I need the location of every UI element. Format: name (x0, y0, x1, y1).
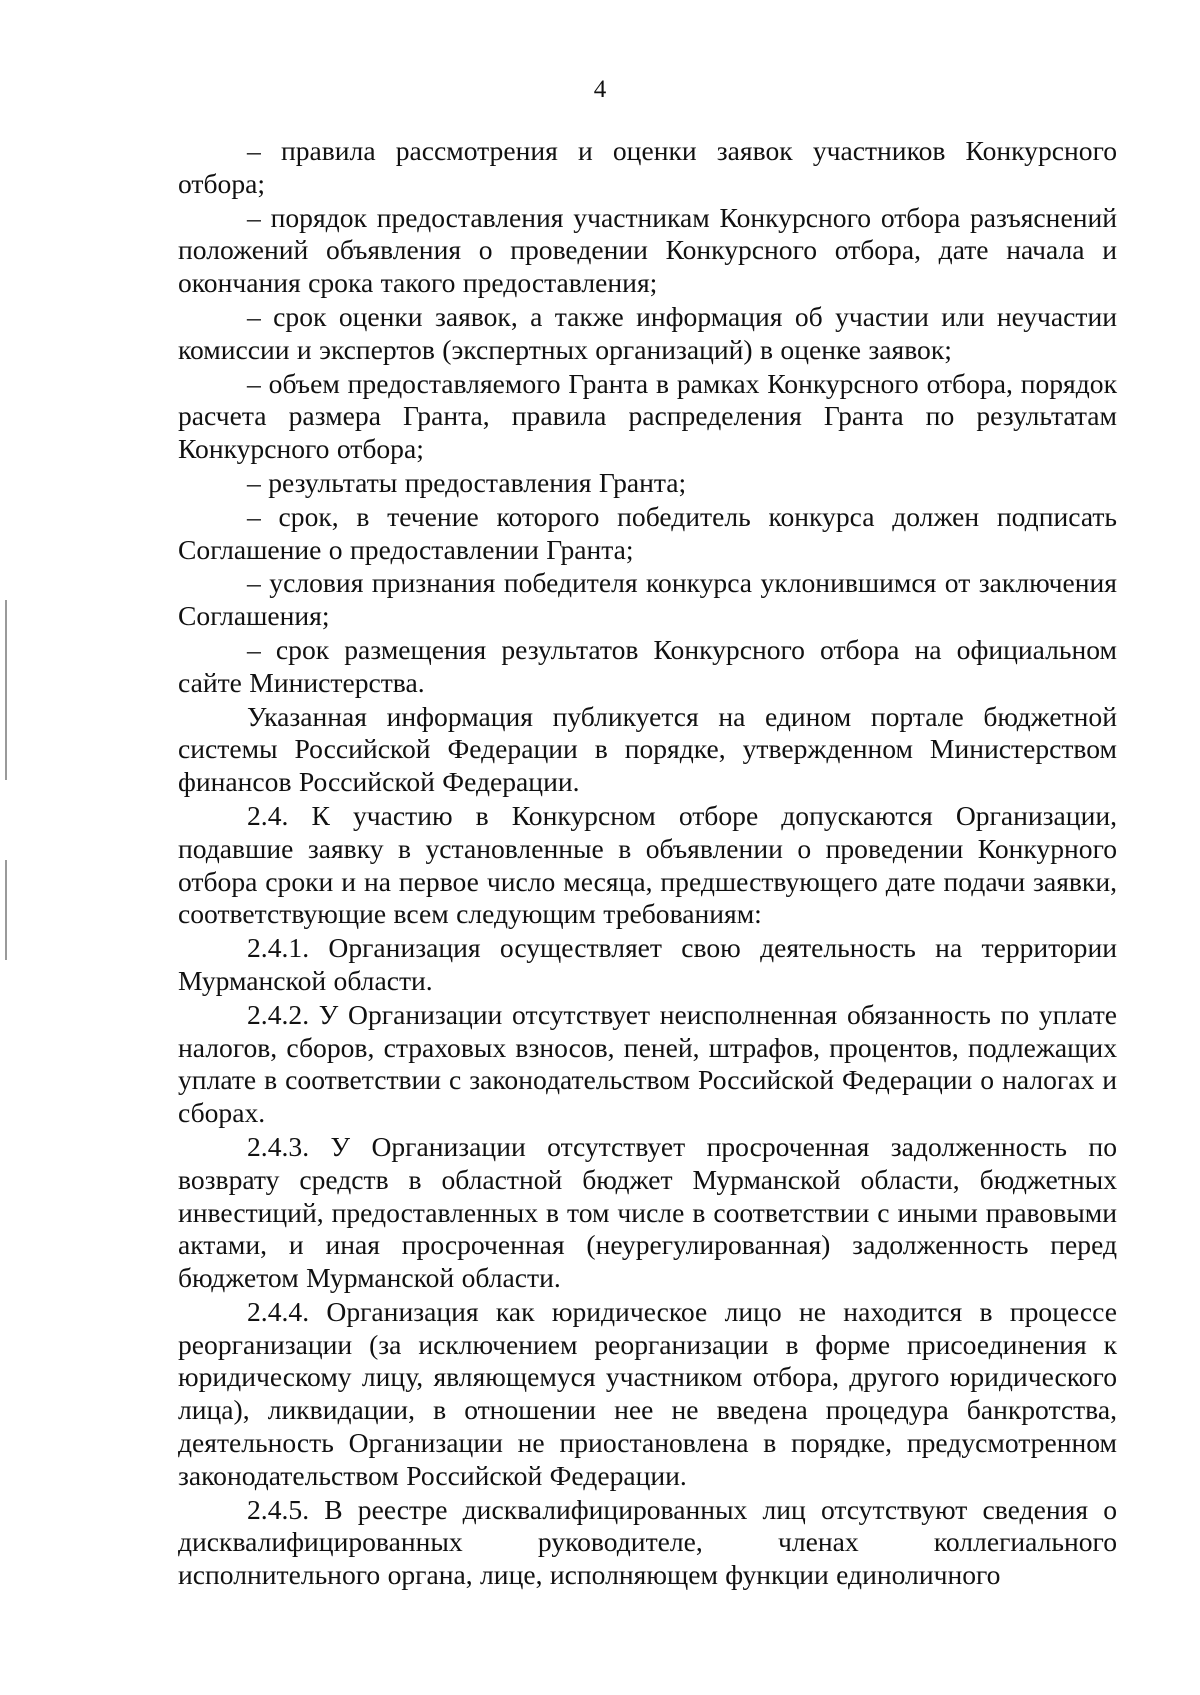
list-item-grant-volume: – объем предоставляемого Гранта в рамках Конкурсного отбора, порядок расчета размера Гранта, правила распределения Гранта по результатам Конкурсного отбора; (178, 367, 1117, 465)
scan-edge-line (5, 600, 7, 780)
scan-edge-line (5, 860, 7, 960)
list-item-signing-deadline: – срок, в течение которого победитель конкурса должен подписать Соглашение о предоставлении Гранта; (178, 500, 1117, 565)
paragraph-2-4-3: 2.4.3. У Организации отсутствует просроченная задолженность по возврату средств в областной бюджет Мурманской области, бюджетных инвестиций, предоставленных в том числе в соответствии с иными правовыми актами, и иная просроченная (неурегулированная) задолженность перед бюджетом Мурманской области. (178, 1130, 1117, 1294)
list-item-evaluation-period: – срок оценки заявок, а также информация об участии или неучастии комиссии и экспертов (экспертных организаций) в оценке заявок; (178, 300, 1117, 365)
paragraph-2-4-1: 2.4.1. Организация осуществляет свою деятельность на территории Мурманской области. (178, 932, 1117, 996)
list-item-evaluation-rules: – правила рассмотрения и оценки заявок участников Конкурсного отбора; (178, 135, 1117, 199)
list-item-clarification-procedure: – порядок предоставления участникам Конкурсного отбора разъяснений положений объявления о проведении Конкурсного отбора, дате начала и окончания срока такого предоставления; (178, 201, 1117, 299)
list-item-results-publication: – срок размещения результатов Конкурсного отбора на официальном сайте Министерства. (178, 633, 1117, 698)
page-number: 4 (593, 76, 607, 103)
document-body (178, 135, 1117, 1593)
paragraph-2-4-5: 2.4.5. В реестре дисквалифицированных лиц отсутствуют сведения о дисквалифицированных руководителе, членах коллегиального исполнительного органа, лице, исполняющем функции единоличного (178, 1493, 1117, 1591)
list-item-grant-results: – результаты предоставления Гранта; (247, 466, 687, 498)
paragraph-2-4-4: 2.4.4. Организация как юридическое лицо не находится в процессе реорганизации (за исключением реорганизации в форме присоединения к юридическому лицу, являющемуся участником отбора, другого юридического лица), ликвидации, в отношении нее не введена процедура банкротства, деятельность Организации не приостановлена в порядке, предусмотренном законодательством Российской Федерации. (178, 1295, 1117, 1491)
paragraph-2-4-2: 2.4.2. У Организации отсутствует неисполненная обязанность по уплате налогов, сборов, страховых взносов, пеней, штрафов, процентов, подлежащих уплате в соответствии с законодательством Российской Федерации о налогах и сборах. (178, 998, 1117, 1129)
list-item-evasion-conditions: – условия признания победителя конкурса уклонившимся от заключения Соглашения; (178, 567, 1117, 632)
paragraph-2-4: 2.4. К участию в Конкурсном отборе допускаются Организации, подавшие заявку в установленные в объявлении о проведении Конкурного отбора сроки и на первое число месяца, предшествующего дате подачи заявки, соответствующие всем следующим требованиям: (178, 799, 1117, 930)
paragraph-publication-info: Указанная информация публикуется на едином портале бюджетной системы Российской Федерации в порядке, утвержденном Министерством финансов Российской Федерации. (178, 700, 1117, 798)
